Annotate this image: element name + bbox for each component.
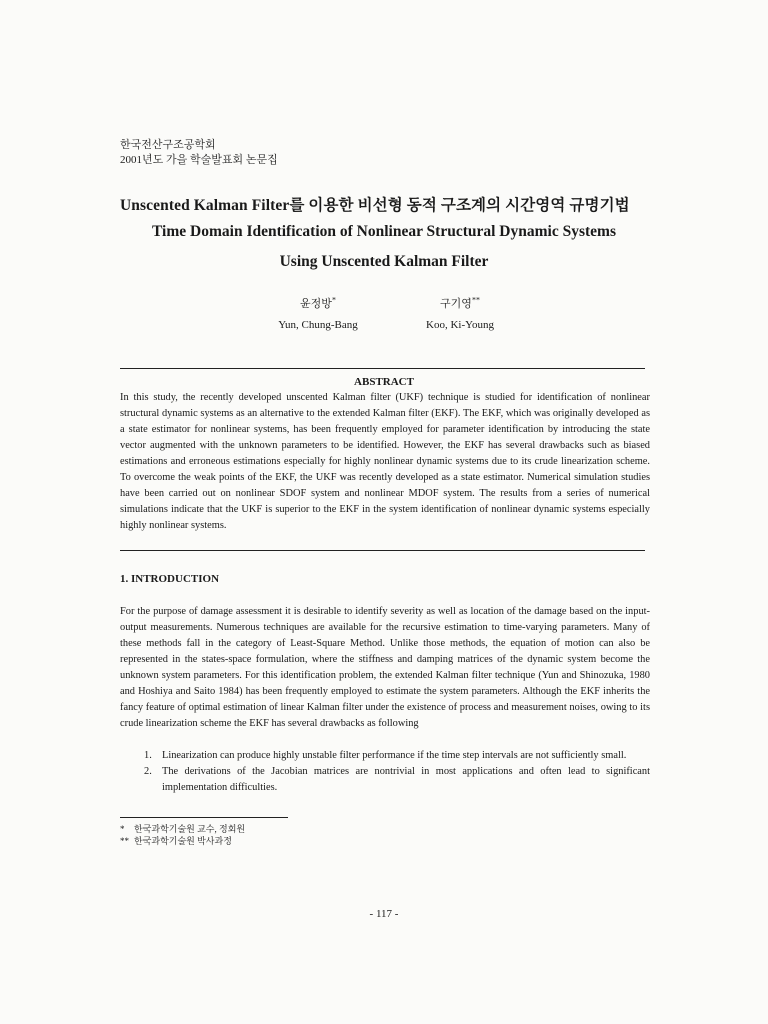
footnote-2-text: 한국과학기술원 박사과정 [134,836,232,846]
author-2-mark: ** [471,295,480,305]
footnote-rule [120,817,288,818]
footnote-1-mark: * [120,824,125,834]
introduction-text: For the purpose of damage assessment it is desirable to identify severity as well as location of the damage based on the input-output measurements. Numerous techniques are available for the recursive estimation to time-varying parameters. Many of these methods fall in the category of Least-Square Method. Unlike those methods, the equation of motion can also be represented in the states-space formulation, where the stiffness and damping matrices of the dynamic system become the unknown system parameters. For this identification problem, the extended Kalman filter technique (Yun and Shinozuka, 1980 and Hoshiya and Saito 1984) has been frequently employed to estimate the system parameters. Although the EKF inherits the fancy feature of optimal estimation of linear Kalman filter under the existence of process and measurement noises, owing to its crude linearization scheme the EKF has several drawbacks as following [120,606,650,729]
drawbacks-list [144,748,650,796]
proceedings-name: 2001년도 가을 학술발표회 논문집 [120,154,278,166]
list-item-text: The derivations of the Jacobian matrices are nontrivial in most applications and often lead to significant implementation difficulties. [162,766,650,793]
society-name: 한국전산구조공학회 [120,139,216,151]
list-item [144,764,650,796]
abstract-heading: ABSTRACT [354,376,414,388]
korean-title: Unscented Kalman Filter를 이용한 비선형 동적 구조계의 시간영역 규명기법 [120,197,630,214]
english-title-line-1: Time Domain Identification of Nonlinear Structural Dynamic Systems [152,223,616,240]
list-item-number: 2. [144,766,152,777]
author-1-name-ko: 윤정방 [300,298,332,310]
author-1-mark: * [331,295,336,305]
english-title-line-2: Using Unscented Kalman Filter [279,253,489,270]
author-1-name-en: Yun, Chung-Bang [278,319,358,331]
introduction-heading: 1. INTRODUCTION [120,573,220,585]
list-item [144,748,650,764]
author-2-name-en: Koo, Ki-Young [426,319,494,331]
footnotes [120,823,245,847]
abstract-bottom-rule [120,550,645,551]
footnote-1-text: 한국과학기술원 교수, 정회원 [134,824,246,834]
footnote-1 [120,823,245,835]
author-2-name-ko: 구기영 [440,298,472,310]
abstract-text: In this study, the recently developed unscented Kalman filter (UKF) technique is studied for identification of nonlinear structural dynamic systems as an alternative to the extended Kalman filter (EKF). The EKF, which was originally developed as a state estimator for nonlinear systems, has been frequently employed for parameter identification by introducing the state vector augmented with the unknown parameters to be identified. However, the EKF has several drawbacks such as biased estimations and erroneous estimations especially for highly nonlinear dynamic systems due to its crude linearization scheme. To overcome the weak points of the EKF, the UKF was recently developed as a state estimator. Numerical simulation studies have been carried out on nonlinear SDOF system and nonlinear MDOF system. The results from a series of numerical simulations indicate that the UKF is superior to the EKF in the system identification of nonlinear dynamic systems especially highly nonlinear systems. [120,392,650,531]
author-1 [238,296,398,331]
footnote-2 [120,835,245,847]
list-item-number: 1. [144,750,152,761]
conference-header [120,138,278,168]
page-number: - 117 - [369,908,399,920]
list-item-text: Linearization can produce highly unstable filter performance if the time step intervals are not sufficiently small. [162,750,627,761]
abstract-top-rule [120,368,645,369]
author-2 [380,296,540,331]
footnote-2-mark: ** [120,836,129,846]
